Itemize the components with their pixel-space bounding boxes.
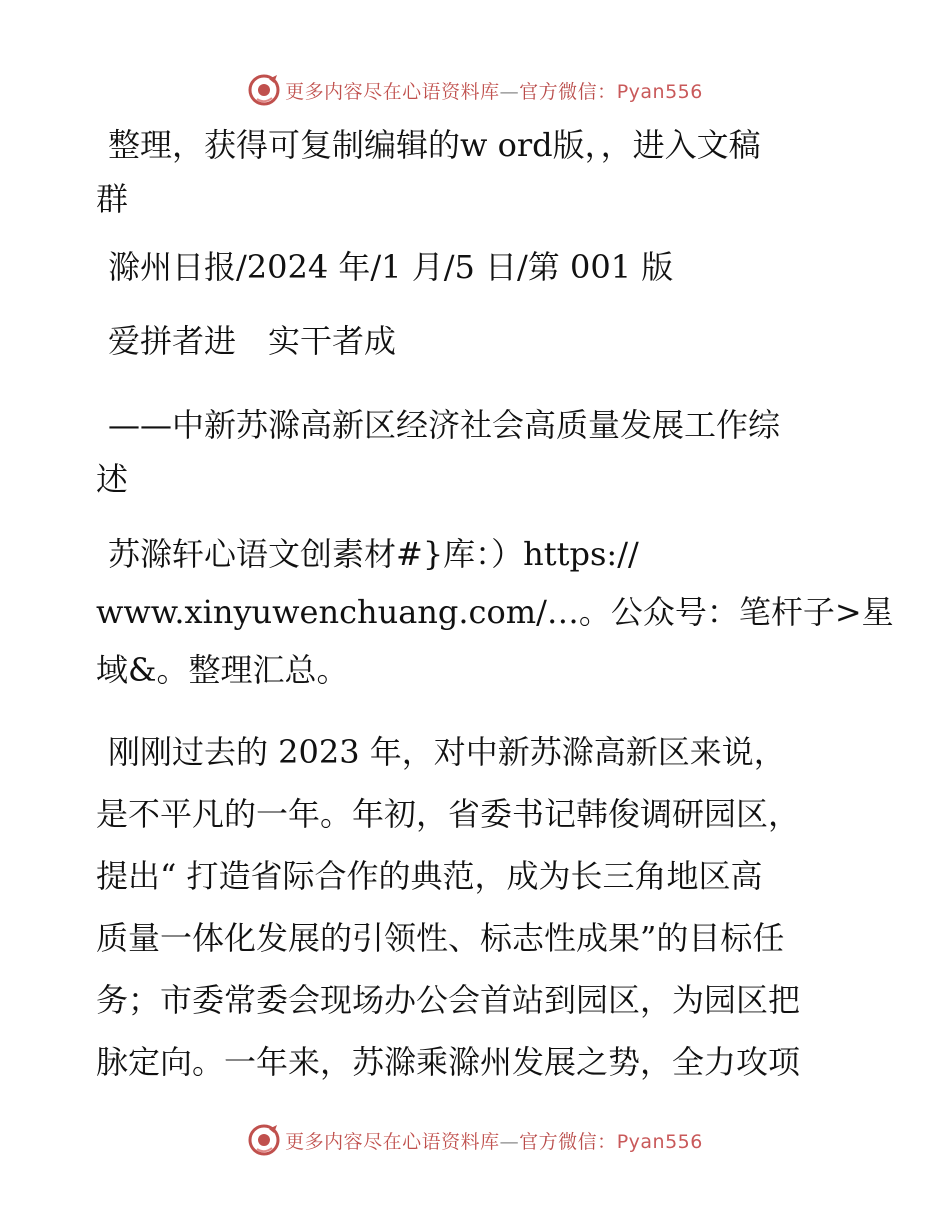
subtitle-line: 述: [96, 460, 129, 498]
footer-watermark-banner: [0, 1120, 950, 1160]
banner-text: 更多内容尽在心语资料库—官方微信：Pyan556: [285, 80, 703, 103]
article-headline: 爱拼者进 实干者成: [108, 322, 397, 360]
intro-paragraph: [96, 115, 856, 229]
article-subtitle: [96, 395, 856, 509]
body-line: 脉定向。一年来，苏滁乘滁州发展之势，全力攻项: [96, 1043, 801, 1081]
brand-logo-icon: [247, 1123, 281, 1157]
library-line: www.xinyuwenchuang.com/…。公众号：笔杆子>星: [96, 593, 894, 631]
library-line: 域&。整理汇总。: [96, 651, 349, 689]
body-line: 是不平凡的一年。年初，省委书记韩俊调研园区，: [96, 795, 801, 833]
banner-text: 更多内容尽在心语资料库—官方微信：Pyan556: [285, 1130, 703, 1153]
intro-line: 整理，获得可复制编辑的w ord版，，进入文稿: [108, 126, 761, 164]
body-line: 刚刚过去的 2023 年，对中新苏滁高新区来说，: [108, 733, 786, 771]
library-line: 苏滁轩心语文创素材#}库：）https://: [108, 535, 639, 573]
document-body: [96, 115, 894, 1093]
header-watermark-banner: [0, 70, 950, 110]
body-line: 提出“ 打造省际合作的典范，成为长三角地区高: [96, 857, 763, 895]
body-line: 质量一体化发展的引领性、标志性成果”的目标任: [96, 919, 785, 957]
brand-logo-icon: [247, 73, 281, 107]
body-line: 务；市委常委会现场办公会首站到园区，为园区把: [96, 981, 801, 1019]
library-notice: [96, 525, 894, 699]
body-paragraph: [96, 721, 856, 1093]
subtitle-line: ——中新苏滁高新区经济社会高质量发展工作综: [108, 406, 781, 444]
intro-line: 群: [96, 180, 129, 218]
source-line: 滁州日报/2024 年/1 月/5 日/第 001 版: [108, 248, 674, 286]
